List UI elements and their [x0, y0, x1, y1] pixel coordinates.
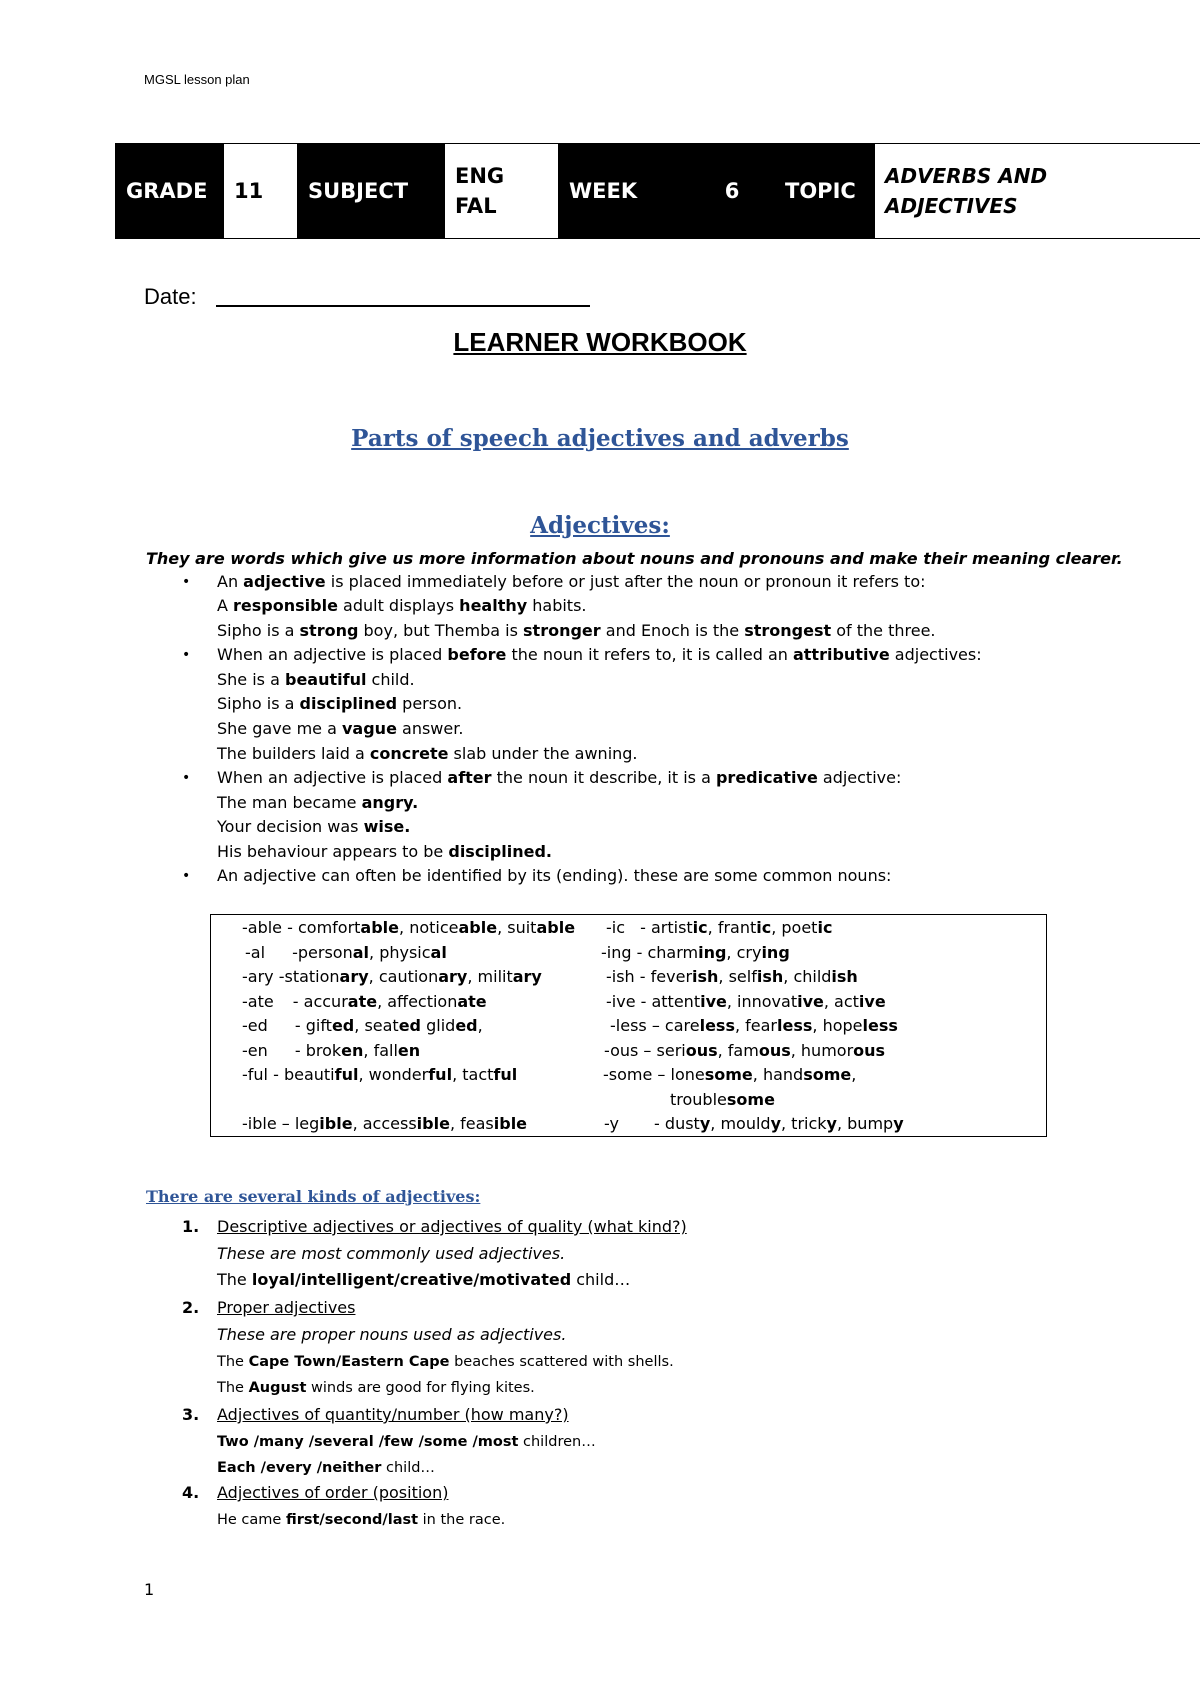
topic-value: ADVERBS AND ADJECTIVES: [875, 144, 1200, 239]
ending-able: -able - comfortable, noticeable, suitable: [242, 918, 576, 937]
kind-4-example: He came first/second/last in the race.: [217, 1512, 506, 1528]
kind-number: 1.: [182, 1217, 200, 1236]
rule-1: An adjective is placed immediately before or just after the noun or pronoun it refers to:: [217, 572, 926, 591]
grade-label: GRADE: [116, 144, 224, 239]
example: Sipho is a strong boy, but Themba is stronger and Enoch is the strongest of the three.: [217, 621, 936, 640]
kind-3-heading: Adjectives of quantity/number (how many?): [217, 1405, 569, 1424]
kind-3-example: Each /every /neither child…: [217, 1460, 435, 1476]
ending-y: -y - dusty, mouldy, tricky, bumpy: [604, 1114, 904, 1133]
kind-number: 2.: [182, 1298, 200, 1317]
ending-ive: -ive - attentive, innovative, active: [606, 992, 886, 1011]
ending-less: -less – careless, fearless, hopeless: [610, 1016, 898, 1035]
kinds-title: There are several kinds of adjectives:: [146, 1187, 481, 1206]
ending-ous: -ous – serious, famous, humorous: [604, 1041, 886, 1060]
kind-1-heading: Descriptive adjectives or adjectives of quality (what kind?): [217, 1217, 687, 1236]
ending-ful: -ful - beautiful, wonderful, tactful: [242, 1065, 518, 1084]
example: Sipho is a disciplined person.: [217, 694, 463, 713]
workbook-title: LEARNER WORKBOOK: [453, 327, 747, 357]
ending-ish: -ish - feverish, selfish, childish: [606, 967, 858, 986]
kind-2-desc: These are proper nouns used as adjectives.: [217, 1325, 567, 1344]
kind-1-desc: These are most commonly used adjectives.: [217, 1244, 566, 1263]
example: Your decision was wise.: [217, 817, 411, 836]
ending-ing: -ing - charming, crying: [601, 943, 790, 962]
date-label: Date:: [144, 284, 197, 309]
ending-ary: -ary -stationary, cautionary, military: [242, 967, 542, 986]
example: The man became angry.: [217, 793, 419, 812]
week-label: WEEK: [559, 144, 690, 239]
kind-2-heading: Proper adjectives: [217, 1298, 356, 1317]
grade-value: 11: [224, 144, 298, 239]
page-number: 1: [144, 1580, 155, 1599]
example: She is a beautiful child.: [217, 670, 415, 689]
example: The builders laid a concrete slab under the awning.: [217, 744, 638, 763]
bullet-dot: •: [182, 574, 191, 590]
kind-2-example: The August winds are good for flying kites.: [217, 1380, 535, 1396]
endings-table: [210, 914, 1047, 1137]
kind-2-example: The Cape Town/Eastern Cape beaches scattered with shells.: [217, 1354, 674, 1370]
main-heading: Parts of speech adjectives and adverbs: [351, 425, 849, 452]
rule-2: When an adjective is placed before the noun it refers to, it is called an attributive adjectives:: [217, 645, 982, 664]
ending-ed: -ed - gifted, seated glided,: [242, 1016, 483, 1035]
bullet-dot: •: [182, 868, 191, 884]
adjectives-heading: Adjectives:: [530, 512, 670, 539]
kind-number: 3.: [182, 1405, 200, 1424]
example: A responsible adult displays healthy habits.: [217, 596, 587, 615]
date-blank-line[interactable]: [216, 305, 590, 307]
kind-1-example: The loyal/intelligent/creative/motivated child…: [217, 1270, 631, 1289]
kind-number: 4.: [182, 1483, 200, 1502]
example: She gave me a vague answer.: [217, 719, 464, 738]
kind-3-example: Two /many /several /few /some /most children…: [217, 1434, 596, 1450]
lesson-info-table: [115, 143, 1200, 239]
rule-3: When an adjective is placed after the noun it describe, it is a predicative adjective:: [217, 768, 902, 787]
bullet-dot: •: [182, 647, 191, 663]
kind-4-heading: Adjectives of order (position): [217, 1483, 449, 1502]
ending-ic: -ic - artistic, frantic, poetic: [606, 918, 833, 937]
rule-4: An adjective can often be identified by its (ending). these are some common nouns:: [217, 866, 892, 885]
topic-label: TOPIC: [775, 144, 875, 239]
ending-ate: -ate - accurate, affectionate: [242, 992, 487, 1011]
header-note: MGSL lesson plan: [144, 72, 250, 87]
bullet-dot: •: [182, 770, 191, 786]
ending-ible: -ible – legible, accessible, feasible: [242, 1114, 528, 1133]
ending-some-cont: troublesome: [670, 1090, 775, 1109]
ending-al: -al -personal, physical: [245, 943, 447, 962]
adjective-definition: They are words which give us more information about nouns and pronouns and make their meaning clearer.: [146, 549, 1123, 568]
ending-some: -some – lonesome, handsome,: [603, 1065, 857, 1084]
example: His behaviour appears to be disciplined.: [217, 842, 552, 861]
ending-en: -en - broken, fallen: [242, 1041, 421, 1060]
subject-label: SUBJECT: [298, 144, 445, 239]
week-value: 6: [690, 144, 775, 239]
subject-value: ENG FAL: [445, 144, 559, 239]
